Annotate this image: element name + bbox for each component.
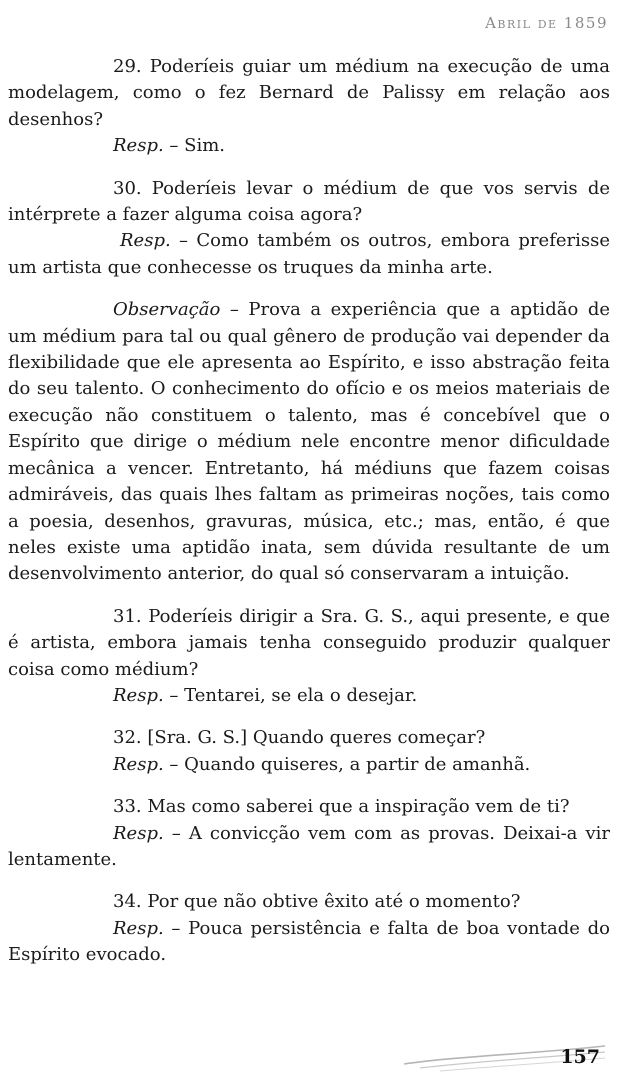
answer-text: – A convicção vem com as provas. Deixai-a vir lentamente.: [8, 822, 610, 870]
observation-label: Observação: [113, 299, 221, 321]
answer-32: [8, 752, 610, 778]
answer-label: Resp.: [113, 917, 164, 939]
observation-paragraph: [8, 297, 610, 587]
answer-label: Resp.: [113, 135, 164, 157]
running-header: Abril de 1859: [485, 14, 608, 32]
observation-text: – Prova a experiência que a aptidão de um médium para tal ou qual gênero de produção vai depender da flexibilidade que ele apresenta ao Espírito, e isso abstração feita do seu talento. O conhecimento do ofício e os meios materiais de execução não constituem o talento, mas é concebível que o Espírito que dirige o médium nele encontre menor dificuldade mecânica a vencer. Entretanto, há médiuns que fazem coisas admiráveis, das quais lhes faltam as primeiras noções, tais como a poesia, desenhos, gravuras, música, etc.; mas, então, é que neles existe uma aptidão inata, sem dúvida resultante de um desenvolvimento anterior, do qual só conservaram a intuição.: [8, 299, 610, 585]
answer-text: – Sim.: [163, 135, 226, 157]
answer-31: [8, 683, 610, 709]
question-31: 31. Poderíeis dirigir a Sra. G. S., aqui presente, e que é artista, embora jamais tenha conseguido produzir qualquer coisa como médium?: [8, 605, 610, 680]
answer-label: Resp.: [113, 753, 164, 775]
book-page: [8, 0, 610, 1078]
page-footer: [8, 1018, 610, 1078]
page-number: 157: [560, 1046, 600, 1068]
answer-33: [8, 821, 610, 874]
answer-text: – Pouca persistência e falta de boa vontade do Espírito evocado.: [8, 917, 610, 966]
question-33: 33. Mas como saberei que a inspiração vem de ti?: [113, 796, 570, 818]
question-32: 32. [Sra. G. S.] Quando queres começar?: [113, 727, 486, 749]
answer-label: Resp.: [113, 822, 164, 844]
question-30: 30. Poderíeis levar o médium de que vos servis de intérprete a fazer alguma coisa agora?: [8, 177, 610, 226]
answer-text: – Como também os outros, embora preferisse um artista que conhecesse os truques da minha arte.: [8, 230, 610, 278]
page-body: [8, 54, 610, 969]
answer-34: [8, 916, 610, 969]
answer-text: – Quando quiseres, a partir de amanhã.: [163, 753, 531, 775]
answer-label: Resp.: [120, 230, 171, 252]
answer-29: [8, 133, 610, 159]
question-29: 29. Poderíeis guiar um médium na execução de uma modelagem, como o fez Bernard de Palissy em relação aos desenhos?: [8, 56, 610, 130]
answer-text: – Tentarei, se ela o desejar.: [163, 684, 418, 706]
answer-label: Resp.: [113, 684, 164, 706]
question-34: 34. Por que não obtive êxito até o momento?: [113, 891, 521, 913]
answer-30: [8, 228, 610, 281]
